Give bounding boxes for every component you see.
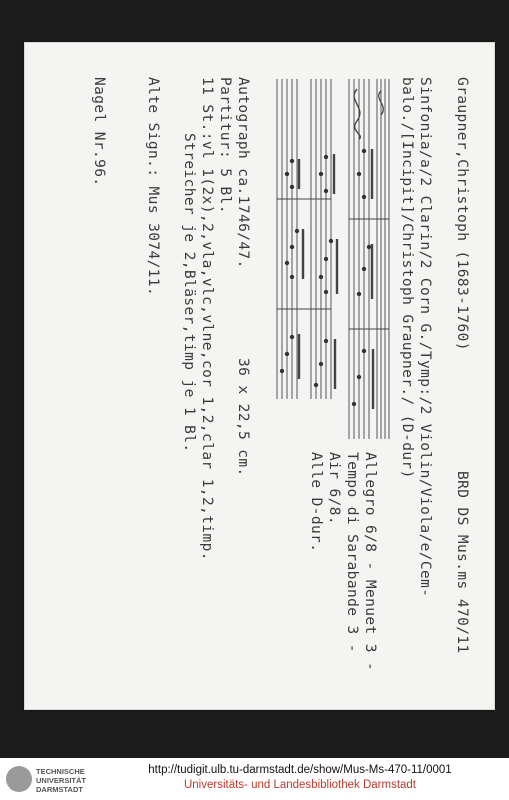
viewer-footer (0, 758, 509, 800)
movements-line-3: Air 6/8. (326, 452, 342, 526)
library-name: Universitäts- und Landesbibliothek Darmstadt (183, 779, 417, 791)
movements-line-4: Alle D-dur. (308, 452, 324, 553)
title-line-2: balo./[Incipit]/Christoph Graupner./ (D-dur) (399, 77, 415, 479)
title-line-1: Sinfonia/a/2 Clarin/2 Corn G./Tymp:/2 Violin/Viola/e/Cem- (417, 77, 433, 598)
staff-right (349, 79, 369, 439)
stimmen-line-1: 11 St.:vl 1(2x),2,vla,vlc,vlne,cor 1,2,clar 1,2,timp. (199, 77, 215, 561)
composer-line: Graupner,Christoph (1683-1760) (454, 77, 470, 351)
tu-darmstadt-logo (6, 764, 102, 796)
logo-line-1: TECHNISCHE (36, 767, 85, 776)
movements-line-2: Tempo di Sarabande 3 - (344, 452, 360, 653)
stimmen-line-2: Streicher je 2,Bläser,timp je 1 Bl. (181, 133, 197, 453)
tu-seal-icon (6, 766, 32, 792)
signature-line: BRD DS Mus.ms 470/11 (454, 471, 470, 654)
logo-line-2: UNIVERSITÄT (36, 776, 87, 785)
dimensions-line: 36 x 22,5 cm. (235, 358, 251, 477)
staff-middle (311, 79, 331, 399)
partitur-line: Partitur: 5 Bl. (217, 77, 233, 214)
music-incipit-image (269, 79, 394, 439)
logo-line-3: DARMSTADT (36, 785, 83, 794)
staff-far-right (377, 79, 389, 439)
staff-left (277, 79, 297, 399)
permalink-url[interactable]: http://tudigit.ulb.tu-darmstadt.de/show/Mus-Ms-470-11/0001 (148, 764, 452, 776)
autograph-line: Autograph ca.1746/47. (235, 77, 251, 269)
catalog-card (24, 42, 495, 710)
alte-sign-line: Alte Sign.: Mus 3074/11. (145, 77, 161, 297)
movements-line-1: Allegro 6/8 - Menuet 3 - (362, 452, 378, 672)
nagel-line: Nagel Nr.96. (91, 77, 107, 187)
